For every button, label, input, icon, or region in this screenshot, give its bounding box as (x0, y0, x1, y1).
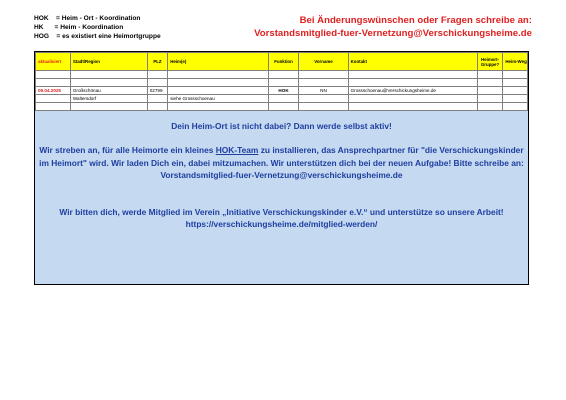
hok-team-link[interactable]: HOK-Team (215, 145, 259, 156)
table-cell (70, 79, 147, 87)
legend-sep: = (54, 24, 59, 31)
legend-abbr: HOK (34, 15, 49, 22)
table-cell (503, 103, 528, 111)
header-cell: PLZ (147, 53, 168, 71)
table-cell (70, 71, 147, 79)
table-cell (477, 103, 503, 111)
table-cell (168, 87, 268, 95)
table-cell (503, 87, 528, 95)
legend-row (34, 32, 161, 41)
table-cell: Waltersdorf (70, 95, 147, 103)
table-cell: 02799 (147, 87, 168, 95)
email-cell: Grossschoenau@Verschickungsheime.de (348, 87, 477, 95)
table-cell (36, 103, 71, 111)
legend-text: Heim - Koordination (60, 24, 124, 31)
table-cell (348, 103, 477, 111)
table-cell (147, 79, 168, 87)
contact-notice (254, 14, 532, 40)
table-cell (299, 71, 348, 79)
table-row (36, 87, 528, 95)
header-cell: Vorname (299, 53, 348, 71)
table-cell (36, 95, 71, 103)
legend-text: es existiert eine Heimortgruppe (62, 33, 161, 40)
table-cell (477, 71, 503, 79)
table-cell (36, 71, 71, 79)
table-cell (147, 71, 168, 79)
table-cell (503, 79, 528, 87)
header-cell: Funktion (268, 53, 299, 71)
table-cell: Großschönau (70, 87, 147, 95)
legend-row (34, 14, 161, 23)
table-cell (348, 79, 477, 87)
table-cell (299, 95, 348, 103)
cta-email: Vorstandsmitglied-fuer-Vernetzung@verschickungsheime.de (160, 169, 403, 180)
table-cell (70, 103, 147, 111)
membership-link[interactable]: https://verschickungsheime.de/mitglied-werden/ (185, 219, 378, 230)
header-cell: aktualisiert (36, 53, 71, 71)
table-cell (348, 95, 477, 103)
table-row (36, 103, 528, 111)
legend-sep: = (55, 15, 60, 22)
table-cell: siehe Grossschoenau (168, 95, 268, 103)
header-cell: Kontakt (348, 53, 477, 71)
cta-text: im Heimort" wird. Wir laden Dich ein, dabei mitzumachen. Wir unterstützen dich bei der neuen Aufgabe! Bitte schreibe an: (39, 157, 524, 168)
legend-sep: = (56, 33, 61, 40)
date-cell: 09.04.2025 (36, 87, 71, 95)
contact-email: Vorstandsmitglied-fuer-Vernetzung@Verschickungsheime.de (254, 28, 532, 39)
table-cell (477, 95, 503, 103)
header-cell: Heim(e) (168, 53, 268, 71)
table-cell (168, 103, 268, 111)
legend-text: Heim - Ort - Koordination (61, 15, 141, 22)
table-cell (147, 95, 168, 103)
table-cell (268, 95, 299, 103)
table-cell (268, 103, 299, 111)
table-header-row (36, 53, 528, 71)
legend-abbr: HOG (34, 33, 50, 40)
legend-row (34, 23, 161, 32)
contact-table (35, 52, 528, 111)
table-cell (348, 71, 477, 79)
header-cell: Heim-Weg (503, 53, 528, 71)
header-cell: Stadt/Region (70, 53, 147, 71)
spreadsheet-area (34, 51, 529, 285)
cta-text: Wir streben an, für alle Heimorte ein kleines (39, 145, 216, 156)
table-row (36, 79, 528, 87)
abbreviation-legend (34, 14, 161, 41)
table-cell (268, 79, 299, 87)
table-cell (268, 71, 299, 79)
function-cell: HOK (268, 87, 299, 95)
table-cell (147, 103, 168, 111)
table-cell: NN (299, 87, 348, 95)
table-cell (299, 79, 348, 87)
membership-text: Wir bitten dich, werde Mitglied im Verein „Initiative Verschickungskinder e.V.“ und unterstütze so unsere Arbeit! (59, 207, 504, 218)
cta-paragraph (35, 144, 528, 156)
call-to-action (35, 120, 528, 231)
cta-text: zu installieren, das Ansprechpartner für "die Verschickungskinder (258, 145, 524, 156)
table-cell (168, 79, 268, 87)
header-cell: Heimort-Gruppe? (477, 53, 503, 71)
table-row (36, 71, 528, 79)
cta-headline: Dein Heim-Ort ist nicht dabei? Dann werde selbst aktiv! (171, 121, 392, 131)
table-cell (477, 79, 503, 87)
legend-abbr: HK (34, 24, 44, 31)
table-cell (36, 79, 71, 87)
table-cell (503, 71, 528, 79)
table-cell (168, 71, 268, 79)
table-cell (477, 87, 503, 95)
table-row (36, 95, 528, 103)
contact-line: Bei Änderungswünschen oder Fragen schreibe an: (299, 15, 532, 26)
table-cell (503, 95, 528, 103)
table-cell (299, 103, 348, 111)
